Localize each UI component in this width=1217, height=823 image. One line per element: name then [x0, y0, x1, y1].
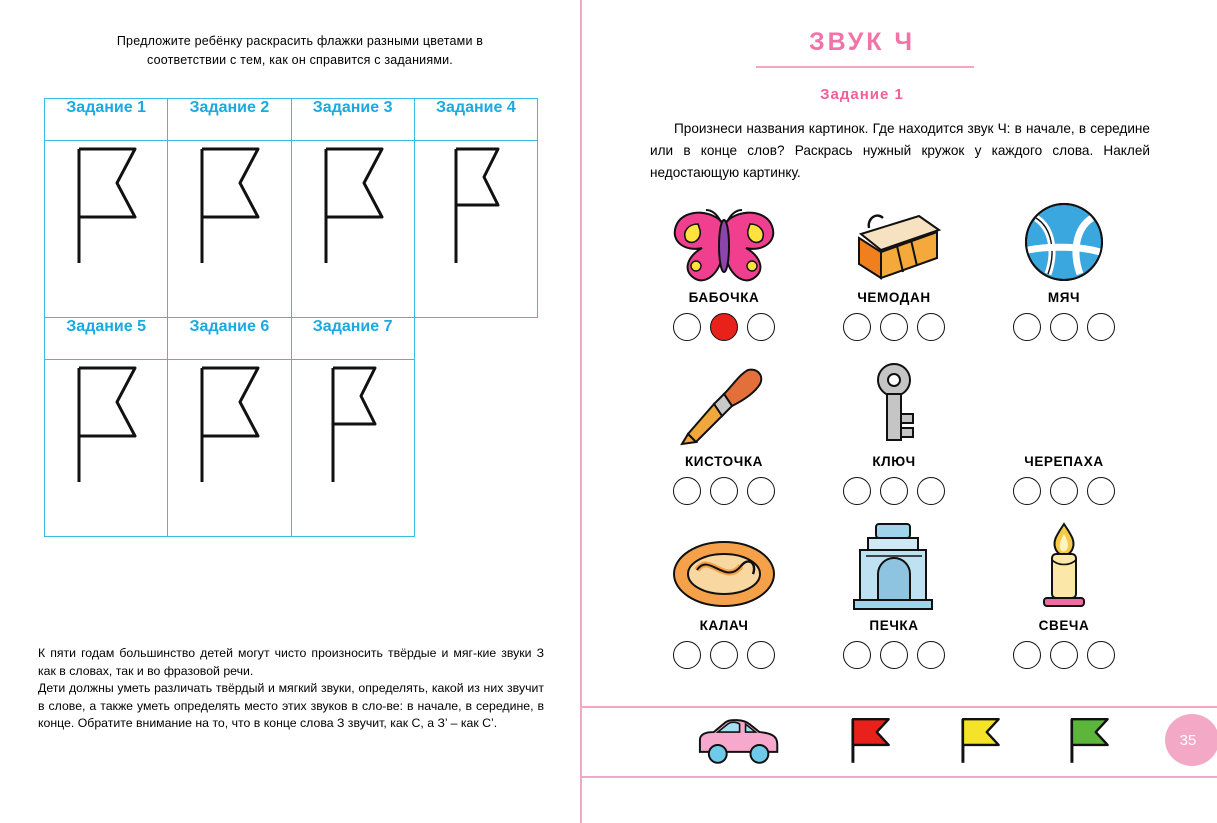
- grid-item-suitcase: [814, 196, 974, 360]
- flag-green: [1064, 715, 1112, 765]
- paintbrush-icon: [674, 364, 774, 448]
- word-label: КЛЮЧ: [872, 454, 916, 469]
- assignment-header-6: Задание 6: [168, 318, 291, 360]
- assignment-header-7: Задание 7: [291, 318, 414, 360]
- left-page: [0, 0, 580, 823]
- flag-cell-4[interactable]: [414, 141, 537, 318]
- flag-outline-icon: [316, 141, 390, 271]
- table-flag-row-2: [45, 360, 538, 537]
- position-circle-middle[interactable]: [710, 477, 738, 505]
- page-number: 35: [1165, 714, 1217, 766]
- circle-group: [984, 477, 1144, 505]
- title-underline: [756, 66, 974, 68]
- position-circle-start[interactable]: [673, 313, 701, 341]
- grid-item-pretzel: [644, 524, 804, 688]
- flag-cell-5[interactable]: [45, 360, 168, 537]
- position-circle-middle[interactable]: [1050, 313, 1078, 341]
- position-circle-end[interactable]: [1087, 641, 1115, 669]
- car-icon: [692, 714, 783, 766]
- right-page: [582, 0, 1217, 823]
- position-circle-end[interactable]: [747, 641, 775, 669]
- grid-item-candle: [984, 524, 1144, 688]
- word-label: ПЕЧКА: [869, 618, 919, 633]
- position-circle-end[interactable]: [917, 641, 945, 669]
- assignment-flag-table: [44, 98, 538, 537]
- word-label: БАБОЧКА: [688, 290, 760, 305]
- position-circle-middle[interactable]: [880, 313, 908, 341]
- flag-outline-icon: [192, 141, 266, 271]
- suitcase-picture: [814, 196, 974, 284]
- grid-item-key: [814, 360, 974, 524]
- flag-outline-icon: [69, 141, 143, 271]
- word-label: МЯЧ: [1047, 290, 1081, 305]
- empty-cell: [414, 318, 537, 360]
- assignment-header-5: Задание 5: [45, 318, 168, 360]
- position-circle-start[interactable]: [1013, 477, 1041, 505]
- word-label: ЧЕМОДАН: [857, 290, 931, 305]
- flag-red: [845, 715, 893, 765]
- flag-outline-icon: [192, 360, 266, 490]
- circle-group: [814, 477, 974, 505]
- position-circle-end[interactable]: [1087, 477, 1115, 505]
- flag-outline-icon: [323, 360, 383, 490]
- position-circle-start[interactable]: [673, 641, 701, 669]
- grid-item-stove: [814, 524, 974, 688]
- flag-cell-1[interactable]: [45, 141, 168, 318]
- flag-cell-3[interactable]: [291, 141, 414, 318]
- stove-picture: [814, 524, 974, 612]
- flag-yellow: [955, 715, 1003, 765]
- position-circle-middle[interactable]: [710, 641, 738, 669]
- position-circle-start[interactable]: [843, 313, 871, 341]
- assignment-header-3: Задание 3: [291, 99, 414, 141]
- position-circle-start[interactable]: [1013, 313, 1041, 341]
- task-label: Задание 1: [820, 86, 904, 103]
- turtle-picture-placeholder: [984, 360, 1144, 448]
- flag-outline-icon: [446, 141, 506, 271]
- position-circle-end[interactable]: [747, 313, 775, 341]
- position-circle-start[interactable]: [843, 477, 871, 505]
- circle-group: [984, 641, 1144, 669]
- left-note: [38, 645, 544, 733]
- assignment-header-1: Задание 1: [45, 99, 168, 141]
- candle-picture: [984, 524, 1144, 612]
- suitcase-icon: [841, 204, 947, 284]
- circle-group: [644, 477, 804, 505]
- picture-grid: [644, 196, 1144, 688]
- table-header-row-1: [45, 99, 538, 141]
- position-circle-start[interactable]: [673, 477, 701, 505]
- page-title: ЗВУК Ч: [808, 28, 916, 56]
- picture-row-1: [644, 196, 1144, 360]
- position-circle-middle[interactable]: [880, 477, 908, 505]
- circle-group: [814, 641, 974, 669]
- position-circle-end[interactable]: [917, 313, 945, 341]
- left-intro-text: Предложите ребёнку раскрасить флажки разными цветами в соответствии с тем, как он справится с заданиями.: [116, 34, 484, 67]
- key-icon: [860, 360, 928, 448]
- circle-group: [984, 313, 1144, 341]
- picture-row-2: [644, 360, 1144, 524]
- stove-icon: [852, 520, 936, 612]
- flag-outline-icon: [69, 360, 143, 490]
- left-note-paragraph-1: К пяти годам большинство детей могут чисто произносить твёрдые и мяг-кие звуки З как в словах, так и во фразовой речи.: [38, 646, 544, 678]
- picture-row-3: [644, 524, 1144, 688]
- word-label: КИСТОЧКА: [684, 454, 764, 469]
- ball-icon: [1022, 200, 1106, 284]
- paintbrush-picture: [644, 360, 804, 448]
- bottom-strip-content: [692, 708, 1112, 772]
- position-circle-end[interactable]: [747, 477, 775, 505]
- flag-cell-2[interactable]: [168, 141, 291, 318]
- position-circle-middle[interactable]: [710, 313, 738, 341]
- position-circle-middle[interactable]: [1050, 477, 1078, 505]
- position-circle-end[interactable]: [1087, 313, 1115, 341]
- empty-cell: [414, 360, 537, 537]
- circle-group: [814, 313, 974, 341]
- word-label: КАЛАЧ: [699, 618, 749, 633]
- task-instructions-text: Произнеси названия картинок. Где находится звук Ч: в начале, в середине или в конце слов? Раскрась нужный кружок у каждого слова. Наклей недостающую картинку.: [650, 121, 1150, 180]
- assignment-header-4: Задание 4: [414, 99, 537, 141]
- butterfly-icon: [668, 208, 780, 284]
- key-picture: [814, 360, 974, 448]
- task-instructions: [650, 118, 1150, 184]
- candle-icon: [1028, 520, 1100, 612]
- word-label: ЧЕРЕПАХА: [1024, 454, 1104, 469]
- butterfly-picture: [644, 196, 804, 284]
- grid-item-ball: [984, 196, 1144, 360]
- flag-cell-7[interactable]: [291, 360, 414, 537]
- position-circle-middle[interactable]: [880, 641, 908, 669]
- circle-group: [644, 641, 804, 669]
- ball-picture: [984, 196, 1144, 284]
- pretzel-icon: [669, 530, 779, 612]
- position-circle-end[interactable]: [917, 477, 945, 505]
- circle-group: [644, 313, 804, 341]
- assignment-header-2: Задание 2: [168, 99, 291, 141]
- position-circle-start[interactable]: [843, 641, 871, 669]
- left-note-paragraph-2: Дети должны уметь различать твёрдый и мягкий звуки, определять, какой из них звучит в слове, а также уметь определять место этих звуков в сло-ве: в начале, в середине, в конце. Обратите внимание на то, что в конце слова З звучит, как С, а З’ – как С’.: [38, 681, 544, 731]
- table-header-row-2: [45, 318, 538, 360]
- grid-item-turtle: [984, 360, 1144, 524]
- grid-item-paintbrush: [644, 360, 804, 524]
- position-circle-start[interactable]: [1013, 641, 1041, 669]
- pretzel-picture: [644, 524, 804, 612]
- table-flag-row-1: [45, 141, 538, 318]
- flag-cell-6[interactable]: [168, 360, 291, 537]
- word-label: СВЕЧА: [1038, 618, 1090, 633]
- position-circle-middle[interactable]: [1050, 641, 1078, 669]
- grid-item-butterfly: [644, 196, 804, 360]
